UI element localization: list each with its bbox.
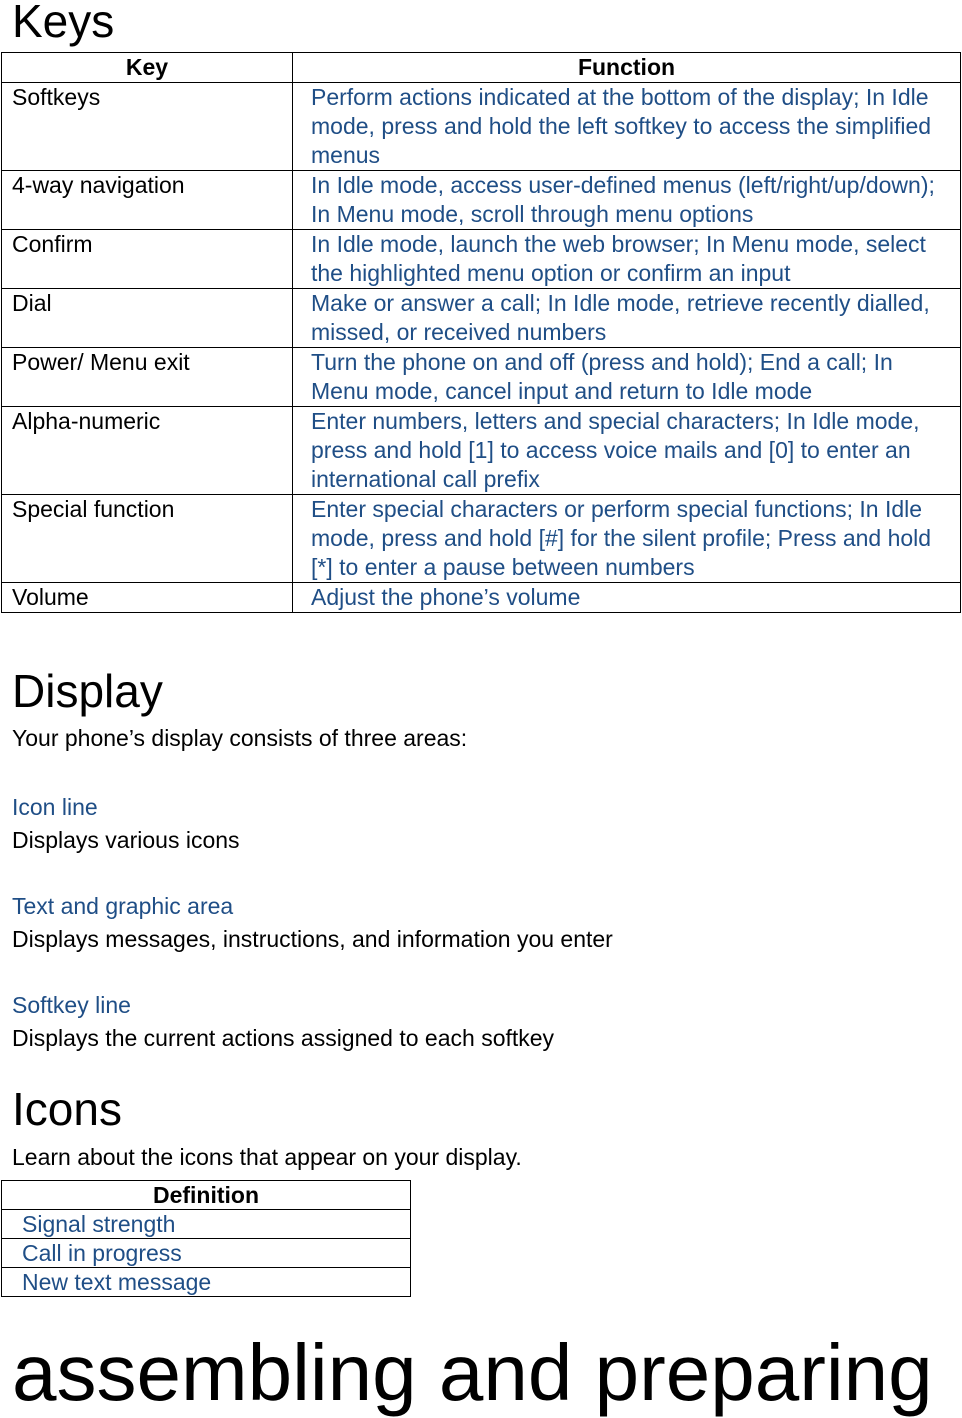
icons-table xyxy=(1,1180,411,1297)
key-function: Turn the phone on and off (press and hold); End a call; In Menu mode, cancel input and return to Idle mode xyxy=(293,348,961,407)
display-intro: Your phone’s display consists of three areas: xyxy=(12,725,468,751)
key-name: Special function xyxy=(2,495,293,583)
key-function: In Idle mode, launch the web browser; In Menu mode, select the highlighted menu option or confirm an input xyxy=(293,230,961,289)
key-name: 4-way navigation xyxy=(2,171,293,230)
key-column-header: Key xyxy=(2,53,293,83)
table-row xyxy=(2,1210,411,1239)
area-desc-softkey-line: Displays the current actions assigned to each softkey xyxy=(12,1025,555,1051)
keys-table-header xyxy=(2,53,961,83)
display-heading: Display xyxy=(12,665,163,717)
area-name-icon-line: Icon line xyxy=(12,794,98,820)
definition-column-header: Definition xyxy=(2,1181,411,1210)
table-row xyxy=(2,583,961,613)
keys-table xyxy=(1,52,961,613)
table-row xyxy=(2,348,961,407)
key-function: Enter numbers, letters and special characters; In Idle mode, press and hold [1] to access voice mails and [0] to enter an international call prefix xyxy=(293,407,961,495)
table-row xyxy=(2,289,961,348)
icons-heading: Icons xyxy=(12,1083,122,1135)
keys-heading: Keys xyxy=(12,0,115,47)
icon-definition: New text message xyxy=(2,1268,411,1297)
key-name: Volume xyxy=(2,583,293,613)
key-name: Confirm xyxy=(2,230,293,289)
key-function: Adjust the phone’s volume xyxy=(293,583,961,613)
area-desc-text-graphic: Displays messages, instructions, and information you enter xyxy=(12,926,613,952)
key-function: Enter special characters or perform special functions; In Idle mode, press and hold [#] for the silent profile; Press and hold [*] to enter a pause between numbers xyxy=(293,495,961,583)
key-name: Softkeys xyxy=(2,83,293,171)
area-name-softkey-line: Softkey line xyxy=(12,992,131,1018)
icons-table-header xyxy=(2,1181,411,1210)
chapter-heading: assembling and preparing xyxy=(12,1328,933,1417)
area-name-text-graphic: Text and graphic area xyxy=(12,893,234,919)
icon-definition: Signal strength xyxy=(2,1210,411,1239)
key-name: Dial xyxy=(2,289,293,348)
table-row xyxy=(2,171,961,230)
area-desc-icon-line: Displays various icons xyxy=(12,827,240,853)
table-row xyxy=(2,1239,411,1268)
table-row xyxy=(2,230,961,289)
key-function: In Idle mode, access user-defined menus (left/right/up/down); In Menu mode, scroll through menu options xyxy=(293,171,961,230)
table-row xyxy=(2,1268,411,1297)
key-function: Make or answer a call; In Idle mode, retrieve recently dialled, missed, or received numbers xyxy=(293,289,961,348)
key-name: Alpha-numeric xyxy=(2,407,293,495)
table-row xyxy=(2,495,961,583)
table-row xyxy=(2,83,961,171)
function-column-header: Function xyxy=(293,53,961,83)
key-name: Power/ Menu exit xyxy=(2,348,293,407)
icon-definition: Call in progress xyxy=(2,1239,411,1268)
table-row xyxy=(2,407,961,495)
key-function: Perform actions indicated at the bottom of the display; In Idle mode, press and hold the left softkey to access the simplified menus xyxy=(293,83,961,171)
icons-intro: Learn about the icons that appear on your display. xyxy=(12,1144,522,1170)
